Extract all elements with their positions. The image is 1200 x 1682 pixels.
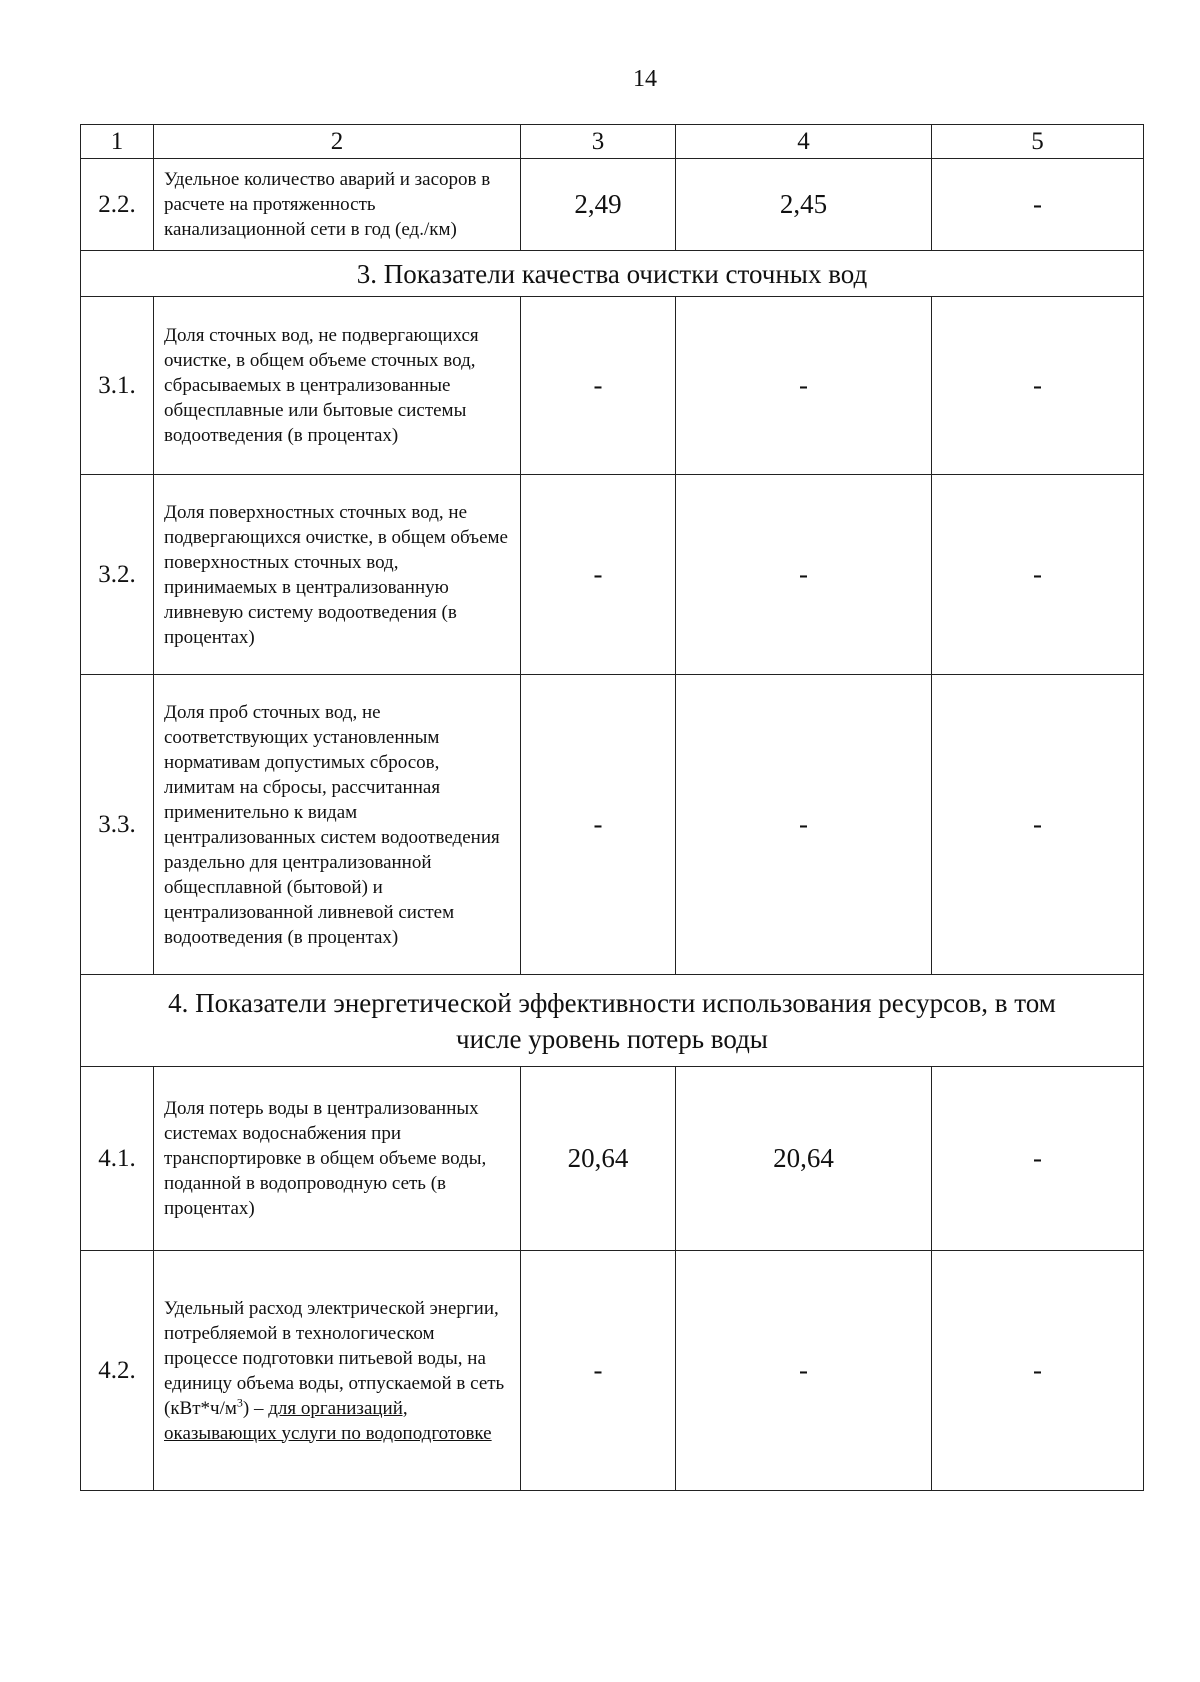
row-description: Удельное количество аварий и засоров в расчете на протяженность канализационной сети в год (ед./км)	[154, 159, 521, 251]
row-value-col5: -	[932, 159, 1144, 251]
column-header-5: 5	[932, 125, 1144, 159]
row-number: 3.3.	[81, 675, 154, 975]
row-value-col5: -	[932, 1251, 1144, 1491]
row-number: 4.2.	[81, 1251, 154, 1491]
row-value-col4: -	[676, 675, 932, 975]
row-description-dash: ) –	[242, 1397, 269, 1419]
row-description-underlined-note: для организаций, оказывающих услуги по водоподготовке	[164, 1397, 492, 1444]
row-value-col3: 2,49	[521, 159, 676, 251]
indicators-table	[80, 124, 1144, 1491]
section-4-title: 4. Показатели энергетической эффективности использования ресурсов, в том числе уровень потерь воды	[81, 975, 1144, 1067]
row-value-col3: -	[521, 1251, 676, 1491]
row-value-col3: -	[521, 675, 676, 975]
page-number: 14	[633, 66, 657, 92]
row-number: 2.2.	[81, 159, 154, 251]
table-row-2-2	[81, 159, 1144, 251]
row-number: 3.2.	[81, 475, 154, 675]
row-value-col4: -	[676, 475, 932, 675]
row-description	[154, 1251, 521, 1491]
section-4-heading-row	[81, 975, 1144, 1067]
row-value-col5: -	[932, 475, 1144, 675]
unit-superscript: 3	[236, 1395, 243, 1410]
column-header-1: 1	[81, 125, 154, 159]
column-header-3: 3	[521, 125, 676, 159]
row-description: Доля сточных вод, не подвергающихся очистке, в общем объеме сточных вод, сбрасываемых в централизованные общесплавные или бытовые системы водоотведения (в процентах)	[154, 297, 521, 475]
row-value-col4: 2,45	[676, 159, 932, 251]
row-number: 4.1.	[81, 1067, 154, 1251]
row-value-col4: -	[676, 1251, 932, 1491]
row-value-col5: -	[932, 675, 1144, 975]
column-header-4: 4	[676, 125, 932, 159]
row-value-col4: 20,64	[676, 1067, 932, 1251]
table-row-3-1	[81, 297, 1144, 475]
table-header-row	[81, 125, 1144, 159]
row-description: Доля поверхностных сточных вод, не подвергающихся очистке, в общем объеме поверхностных сточных вод, принимаемых в централизованную ливневую систему водоотведения (в процентах)	[154, 475, 521, 675]
row-value-col5: -	[932, 297, 1144, 475]
table-row-4-1	[81, 1067, 1144, 1251]
column-header-2: 2	[154, 125, 521, 159]
row-value-col3: -	[521, 297, 676, 475]
row-description-main: Удельный расход электрической энергии, потребляемой в технологическом процессе подготовки питьевой воды, на единицу объема воды, отпускаемой в сеть (кВт*ч/м	[164, 1297, 505, 1419]
row-value-col5: -	[932, 1067, 1144, 1251]
section-3-heading-row	[81, 251, 1144, 297]
row-number: 3.1.	[81, 297, 154, 475]
row-value-col4: -	[676, 297, 932, 475]
table-row-4-2	[81, 1251, 1144, 1491]
row-description: Доля проб сточных вод, не соответствующих установленным нормативам допустимых сбросов, лимитам на сбросы, рассчитанная применительно к видам централизованных систем водоотведения раздельно для централизованной общесплавной (бытовой) и централизованной ливневой систем водоотведения (в процентах)	[154, 675, 521, 975]
row-value-col3: 20,64	[521, 1067, 676, 1251]
row-description: Доля потерь воды в централизованных системах водоснабжения при транспортировке в общем объеме воды, поданной в водопроводную сеть (в процентах)	[154, 1067, 521, 1251]
table-row-3-2	[81, 475, 1144, 675]
table-row-3-3	[81, 675, 1144, 975]
section-3-title: 3. Показатели качества очистки сточных вод	[81, 251, 1144, 297]
row-value-col3: -	[521, 475, 676, 675]
